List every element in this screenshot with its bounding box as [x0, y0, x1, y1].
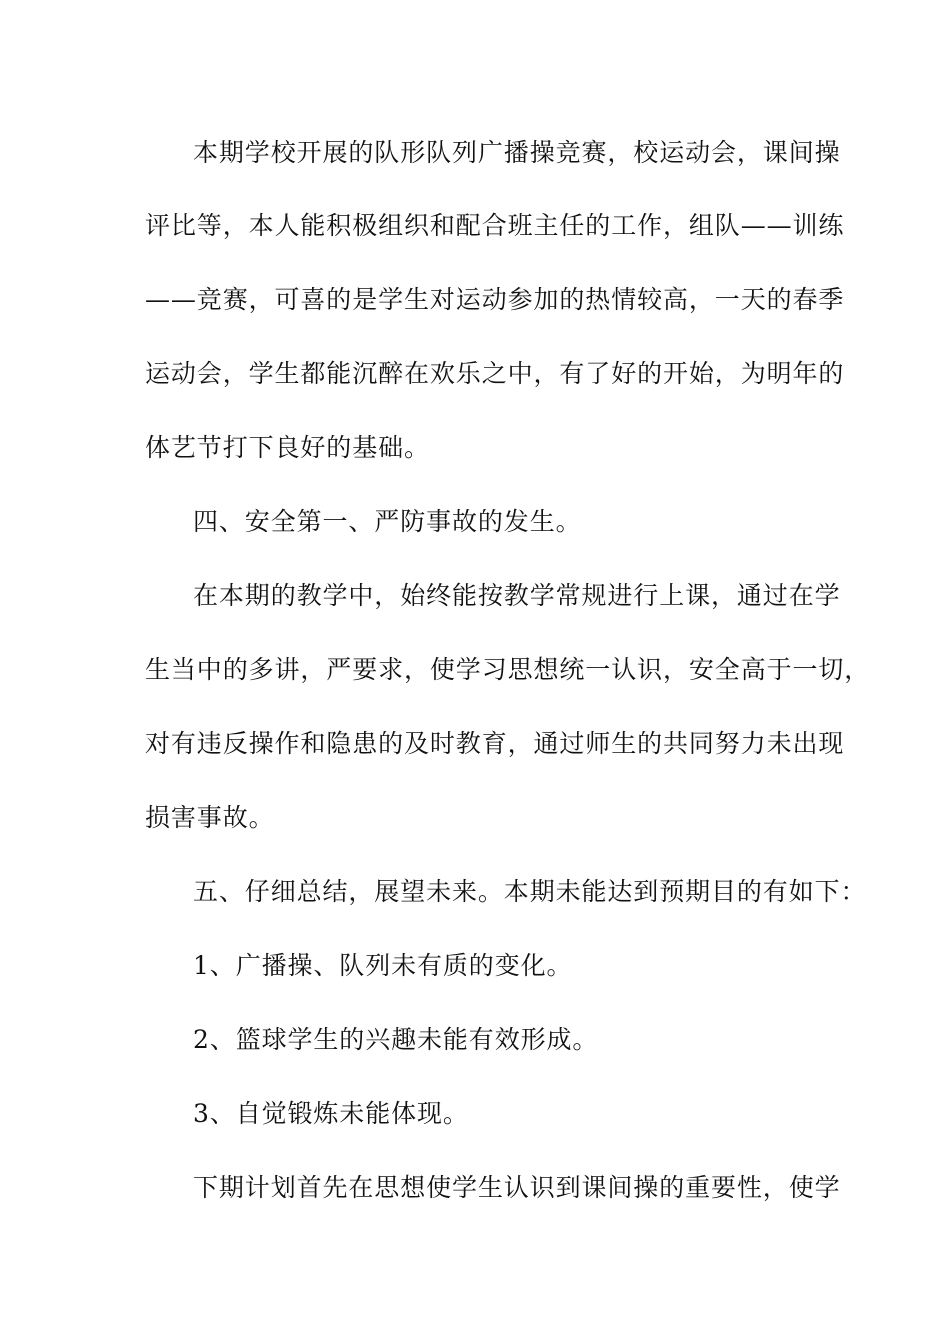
section-heading: 五、仔细总结，展望未来。本期未能达到预期目的有如下：: [193, 877, 867, 906]
paragraph-line: 损害事故。: [145, 803, 275, 832]
section-heading: 四、安全第一、严防事故的发生。: [193, 507, 582, 536]
list-item: 2、篮球学生的兴趣未能有效形成。: [193, 1025, 599, 1054]
paragraph-line: 体艺节打下良好的基础。: [145, 433, 430, 462]
paragraph-line: 生当中的多讲，严要求，使学习思想统一认识，安全高于一切，: [145, 655, 871, 684]
paragraph-line: 评比等，本人能积极组织和配合班主任的工作，组队——训练: [145, 211, 845, 240]
paragraph-line: 对有违反操作和隐患的及时教育，通过师生的共同努力未出现: [145, 729, 845, 758]
paragraph-line: 运动会，学生都能沉醉在欢乐之中，有了好的开始，为明年的: [145, 359, 845, 388]
list-item: 3、自觉锻炼未能体现。: [193, 1099, 469, 1128]
paragraph-line: 下期计划首先在思想使学生认识到课间操的重要性，使学: [193, 1173, 841, 1202]
paragraph-line: ——竞赛，可喜的是学生对运动参加的热情较高，一天的春季: [145, 285, 845, 314]
paragraph-line: 在本期的教学中，始终能按教学常规进行上课，通过在学: [193, 581, 841, 610]
paragraph-line: 本期学校开展的队形队列广播操竞赛，校运动会，课间操: [193, 138, 841, 167]
list-item: 1、广播操、队列未有质的变化。: [193, 951, 573, 980]
